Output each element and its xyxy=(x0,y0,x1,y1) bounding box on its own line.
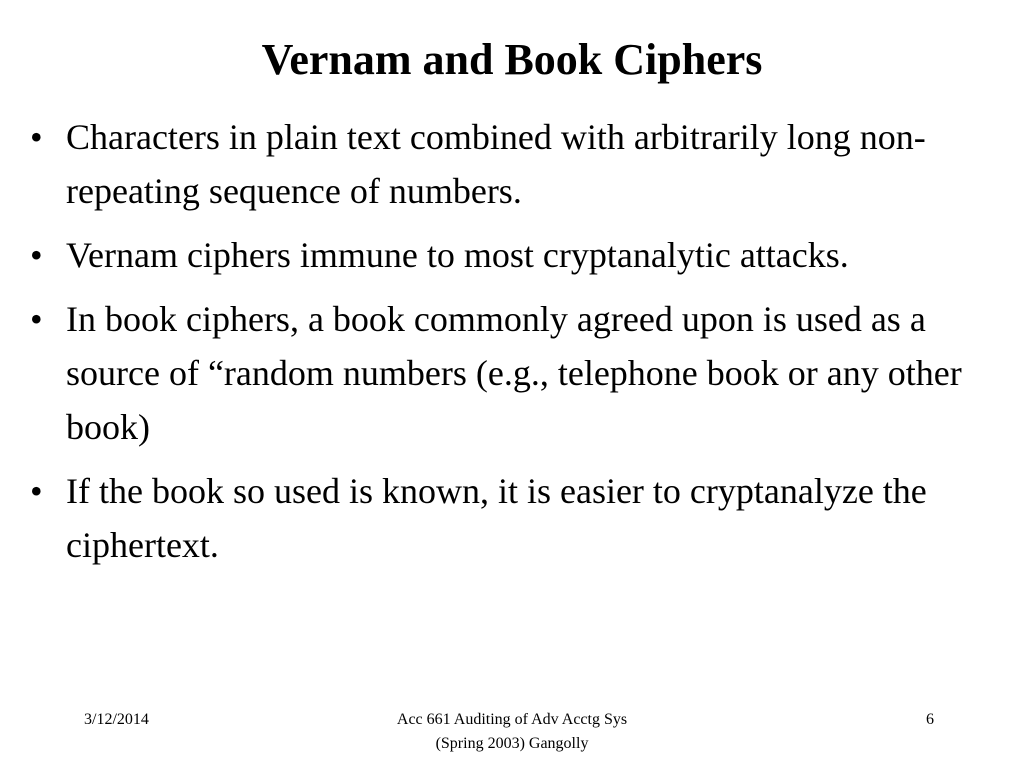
bullet-text: Characters in plain text combined with arbitrarily long non-repeating sequence of numbers. xyxy=(66,117,926,211)
bullet-icon: • xyxy=(30,235,43,275)
bullet-icon: • xyxy=(30,117,43,157)
footer-course-title xyxy=(312,708,712,756)
bullet-icon: • xyxy=(30,471,43,511)
bullet-item xyxy=(0,110,1024,218)
slide-title: Vernam and Book Ciphers xyxy=(261,35,763,84)
bullet-item xyxy=(0,464,1024,572)
footer-course-line-2: (Spring 2003) Gangolly xyxy=(435,735,589,752)
bullet-item xyxy=(0,228,1024,282)
bullet-item xyxy=(0,292,1024,454)
footer-page-number: 6 xyxy=(926,711,934,728)
footer-course-line-1: Acc 661 Auditing of Adv Acctg Sys xyxy=(396,711,628,728)
bullet-text: If the book so used is known, it is easier to cryptanalyze the ciphertext. xyxy=(66,471,927,565)
footer-date: 3/12/2014 xyxy=(84,711,149,728)
bullet-icon: • xyxy=(30,299,43,339)
bullet-text: Vernam ciphers immune to most cryptanalytic attacks. xyxy=(66,235,849,275)
bullet-text: In book ciphers, a book commonly agreed upon is used as a source of “random numbers (e.g., telephone book or any other book) xyxy=(66,299,962,447)
bullet-list xyxy=(0,110,1024,582)
